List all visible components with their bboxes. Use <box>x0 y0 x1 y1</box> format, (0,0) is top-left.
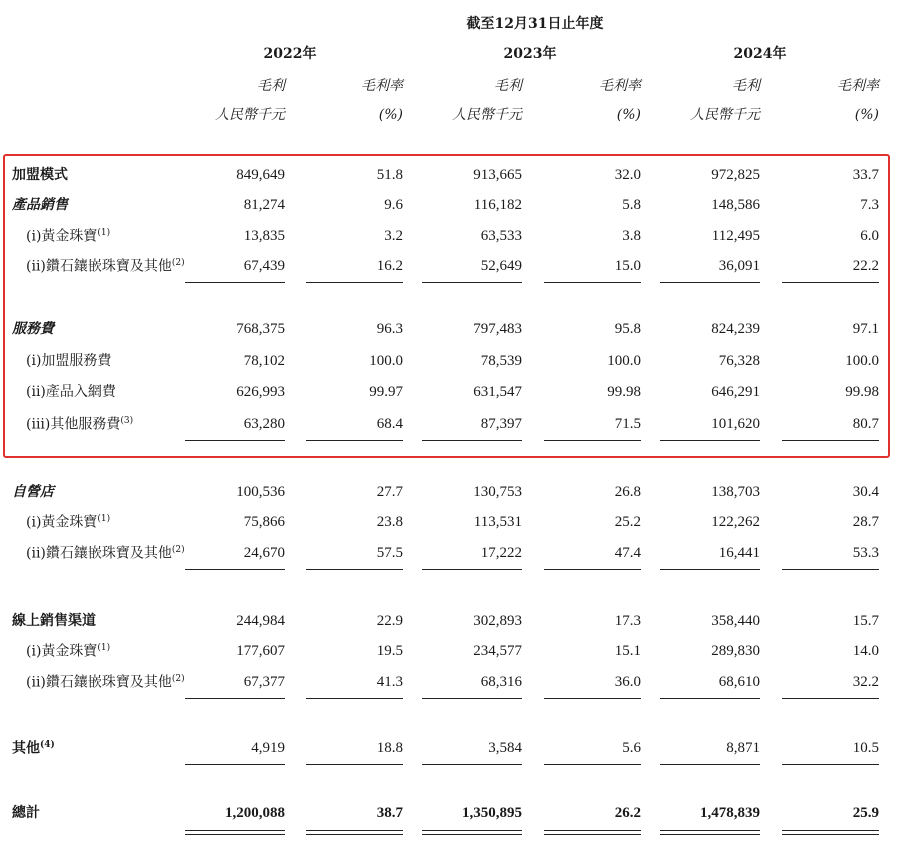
subtotal-underline <box>544 569 641 570</box>
row-label <box>26 354 111 368</box>
margin-cell: 32.2 <box>852 674 879 690</box>
row-label <box>12 198 68 212</box>
row-label-text: 服務費 <box>12 321 54 337</box>
row-label-text: (ii)鑽石鑲嵌珠寶及其他 <box>26 674 172 691</box>
margin-cell: 100.0 <box>607 353 641 369</box>
subtotal-underline <box>306 569 403 570</box>
margin-cell: 22.2 <box>852 258 879 274</box>
gross-profit-cell: 13,835 <box>243 228 285 244</box>
subtotal-underline <box>660 569 760 570</box>
margin-cell: 28.7 <box>852 514 879 530</box>
gross-profit-cell: 101,620 <box>711 416 760 432</box>
gross-profit-cell: 289,830 <box>711 643 760 659</box>
total-double-underline <box>660 834 760 835</box>
gross-profit-cell: 1,200,088 <box>225 805 285 821</box>
gross-profit-cell: 68,610 <box>718 674 760 690</box>
subtotal-underline <box>185 764 285 765</box>
subtotal-underline <box>782 698 879 699</box>
margin-cell: 97.1 <box>852 321 879 337</box>
row-label-text: 加盟模式 <box>12 167 68 183</box>
row-label-text: 線上銷售渠道 <box>12 613 96 629</box>
gross-profit-cell: 4,919 <box>251 740 285 756</box>
margin-cell: 23.8 <box>376 514 403 530</box>
margin-header: 毛利率 <box>361 78 403 94</box>
gross-profit-cell: 76,328 <box>718 353 760 369</box>
gross-profit-cell: 67,439 <box>243 258 285 274</box>
gross-profit-cell: 302,893 <box>473 613 522 629</box>
footnote-marker: (3) <box>120 416 134 426</box>
row-label <box>12 485 54 499</box>
margin-cell: 14.0 <box>852 643 879 659</box>
margin-unit: (%) <box>378 107 403 123</box>
gross-profit-unit: 人民幣千元 <box>452 107 522 123</box>
gross-profit-unit: 人民幣千元 <box>215 107 285 123</box>
margin-cell: 9.6 <box>384 197 403 213</box>
total-double-underline <box>660 830 760 831</box>
subtotal-underline <box>782 569 879 570</box>
subtotal-underline <box>660 440 760 441</box>
gross-profit-cell: 1,350,895 <box>462 805 522 821</box>
gross-profit-cell: 631,547 <box>473 384 522 400</box>
row-label <box>12 168 68 182</box>
row-label-text: (i)黃金珠寶 <box>26 228 98 245</box>
gross-profit-cell: 972,825 <box>711 167 760 183</box>
subtotal-underline <box>306 698 403 699</box>
gross-profit-cell: 358,440 <box>711 613 760 629</box>
subtotal-underline <box>660 698 760 699</box>
row-label-text: 其他 <box>12 740 40 757</box>
gross-profit-cell: 148,586 <box>711 197 760 213</box>
total-double-underline <box>422 830 522 831</box>
margin-cell: 3.2 <box>384 228 403 244</box>
gross-profit-cell: 24,670 <box>243 545 285 561</box>
row-label-text: 產品銷售 <box>12 197 68 213</box>
gross-profit-cell: 130,753 <box>473 484 522 500</box>
gross-profit-cell: 81,274 <box>243 197 285 213</box>
gross-profit-cell: 78,102 <box>243 353 285 369</box>
margin-unit: (%) <box>616 107 641 123</box>
row-label-text: (i)黃金珠寶 <box>26 643 98 660</box>
gross-profit-cell: 138,703 <box>711 484 760 500</box>
row-label <box>26 385 116 399</box>
margin-cell: 68.4 <box>376 416 403 432</box>
row-label-text: (ii)產品入網費 <box>26 384 116 400</box>
row-label <box>26 644 110 659</box>
subtotal-underline <box>422 440 522 441</box>
subtotal-underline <box>782 764 879 765</box>
gross-profit-header: 毛利 <box>732 78 760 94</box>
subtotal-underline <box>185 440 285 441</box>
row-label-text: (i)加盟服務費 <box>26 353 112 369</box>
margin-cell: 7.3 <box>860 197 879 213</box>
margin-cell: 26.8 <box>614 484 641 500</box>
row-label <box>26 675 185 690</box>
subtotal-underline <box>306 440 403 441</box>
subtotal-underline <box>185 282 285 283</box>
subtotal-underline <box>422 282 522 283</box>
row-label-text: (iii)其他服務費 <box>26 416 121 433</box>
margin-cell: 38.7 <box>376 805 403 821</box>
margin-header: 毛利率 <box>599 78 641 94</box>
margin-cell: 33.7 <box>852 167 879 183</box>
margin-cell: 99.98 <box>845 384 879 400</box>
subtotal-underline <box>185 569 285 570</box>
row-label-text: 自營店 <box>12 484 54 500</box>
year-header-2023: 2023年 <box>503 46 557 62</box>
gross-profit-cell: 116,182 <box>473 197 522 213</box>
gross-profit-cell: 122,262 <box>711 514 760 530</box>
margin-cell: 5.6 <box>622 740 641 756</box>
row-label-text: (i)黃金珠寶 <box>26 514 98 531</box>
margin-cell: 99.98 <box>607 384 641 400</box>
gross-profit-cell: 68,316 <box>480 674 522 690</box>
gross-profit-cell: 244,984 <box>236 613 285 629</box>
total-double-underline <box>782 830 879 831</box>
gross-profit-cell: 36,091 <box>718 258 760 274</box>
margin-cell: 95.8 <box>614 321 641 337</box>
row-label <box>12 614 96 628</box>
footnote-marker: (4) <box>40 740 55 750</box>
gross-profit-cell: 1,478,839 <box>700 805 760 821</box>
row-label <box>26 546 185 561</box>
margin-cell: 41.3 <box>376 674 403 690</box>
gross-profit-cell: 17,222 <box>480 545 522 561</box>
gross-profit-cell: 849,649 <box>236 167 285 183</box>
margin-cell: 30.4 <box>852 484 879 500</box>
margin-cell: 18.8 <box>376 740 403 756</box>
total-double-underline <box>782 834 879 835</box>
margin-cell: 15.7 <box>852 613 879 629</box>
row-label <box>26 417 133 432</box>
gross-profit-cell: 112,495 <box>711 228 760 244</box>
subtotal-underline <box>306 282 403 283</box>
margin-cell: 6.0 <box>860 228 879 244</box>
subtotal-underline <box>660 764 760 765</box>
subtotal-underline <box>782 440 879 441</box>
total-double-underline <box>544 830 641 831</box>
gross-profit-cell: 67,377 <box>243 674 285 690</box>
total-double-underline <box>306 830 403 831</box>
gross-profit-cell: 824,239 <box>711 321 760 337</box>
gross-profit-cell: 52,649 <box>480 258 522 274</box>
year-header-2024: 2024年 <box>733 46 787 62</box>
gross-profit-cell: 63,280 <box>243 416 285 432</box>
gross-profit-cell: 78,539 <box>480 353 522 369</box>
gross-profit-cell: 913,665 <box>473 167 522 183</box>
subtotal-underline <box>422 764 522 765</box>
total-double-underline <box>185 830 285 831</box>
margin-cell: 36.0 <box>614 674 641 690</box>
gross-profit-cell: 100,536 <box>236 484 285 500</box>
margin-cell: 3.8 <box>622 228 641 244</box>
period-header: 截至12月31日止年度 <box>466 16 604 32</box>
footnote-marker: (1) <box>97 228 111 238</box>
footnote-marker: (1) <box>97 643 111 653</box>
row-label <box>26 259 185 274</box>
margin-cell: 17.3 <box>614 613 641 629</box>
margin-cell: 32.0 <box>614 167 641 183</box>
gross-profit-cell: 768,375 <box>236 321 285 337</box>
gross-profit-cell: 626,993 <box>236 384 285 400</box>
row-label <box>12 806 40 820</box>
subtotal-underline <box>306 764 403 765</box>
row-label-text: (ii)鑽石鑲嵌珠寶及其他 <box>26 545 172 562</box>
margin-cell: 15.0 <box>614 258 641 274</box>
gross-profit-cell: 63,533 <box>480 228 522 244</box>
footnote-marker: (1) <box>97 514 111 524</box>
subtotal-underline <box>544 764 641 765</box>
margin-cell: 57.5 <box>376 545 403 561</box>
gross-profit-header: 毛利 <box>257 78 285 94</box>
margin-cell: 16.2 <box>376 258 403 274</box>
footnote-marker: (2) <box>171 258 185 268</box>
gross-profit-cell: 113,531 <box>473 514 522 530</box>
total-double-underline <box>185 834 285 835</box>
row-label <box>26 229 110 244</box>
gross-profit-cell: 646,291 <box>711 384 760 400</box>
subtotal-underline <box>422 698 522 699</box>
row-label <box>12 741 55 756</box>
gross-profit-cell: 797,483 <box>473 321 522 337</box>
year-header-2022: 2022年 <box>263 46 317 62</box>
total-double-underline <box>422 834 522 835</box>
margin-cell: 5.8 <box>622 197 641 213</box>
subtotal-underline <box>660 282 760 283</box>
gross-profit-cell: 8,871 <box>726 740 760 756</box>
margin-cell: 25.2 <box>614 514 641 530</box>
margin-cell: 51.8 <box>376 167 403 183</box>
total-double-underline <box>306 834 403 835</box>
gross-profit-cell: 87,397 <box>480 416 522 432</box>
total-double-underline <box>544 834 641 835</box>
row-label-text: (ii)鑽石鑲嵌珠寶及其他 <box>26 258 172 275</box>
margin-cell: 99.97 <box>369 384 403 400</box>
margin-cell: 25.9 <box>852 805 879 821</box>
gross-profit-cell: 3,584 <box>488 740 522 756</box>
footnote-marker: (2) <box>171 545 185 555</box>
row-label-text: 總計 <box>12 805 40 821</box>
row-label <box>26 515 110 530</box>
subtotal-underline <box>782 282 879 283</box>
gross-profit-cell: 75,866 <box>243 514 285 530</box>
margin-cell: 10.5 <box>852 740 879 756</box>
margin-cell: 19.5 <box>376 643 403 659</box>
margin-cell: 15.1 <box>614 643 641 659</box>
margin-header: 毛利率 <box>837 78 879 94</box>
subtotal-underline <box>422 569 522 570</box>
margin-cell: 100.0 <box>845 353 879 369</box>
margin-cell: 100.0 <box>369 353 403 369</box>
margin-unit: (%) <box>854 107 879 123</box>
row-label <box>12 322 54 336</box>
margin-cell: 80.7 <box>852 416 879 432</box>
margin-cell: 26.2 <box>614 805 641 821</box>
footnote-marker: (2) <box>171 674 185 684</box>
gross-profit-cell: 234,577 <box>473 643 522 659</box>
margin-cell: 22.9 <box>376 613 403 629</box>
margin-cell: 96.3 <box>376 321 403 337</box>
subtotal-underline <box>544 698 641 699</box>
gross-profit-cell: 177,607 <box>236 643 285 659</box>
subtotal-underline <box>544 282 641 283</box>
subtotal-underline <box>185 698 285 699</box>
gross-profit-header: 毛利 <box>494 78 522 94</box>
margin-cell: 47.4 <box>614 545 641 561</box>
gross-profit-cell: 16,441 <box>718 545 760 561</box>
margin-cell: 53.3 <box>852 545 879 561</box>
margin-cell: 71.5 <box>614 416 641 432</box>
gross-profit-unit: 人民幣千元 <box>690 107 760 123</box>
subtotal-underline <box>544 440 641 441</box>
margin-cell: 27.7 <box>376 484 403 500</box>
